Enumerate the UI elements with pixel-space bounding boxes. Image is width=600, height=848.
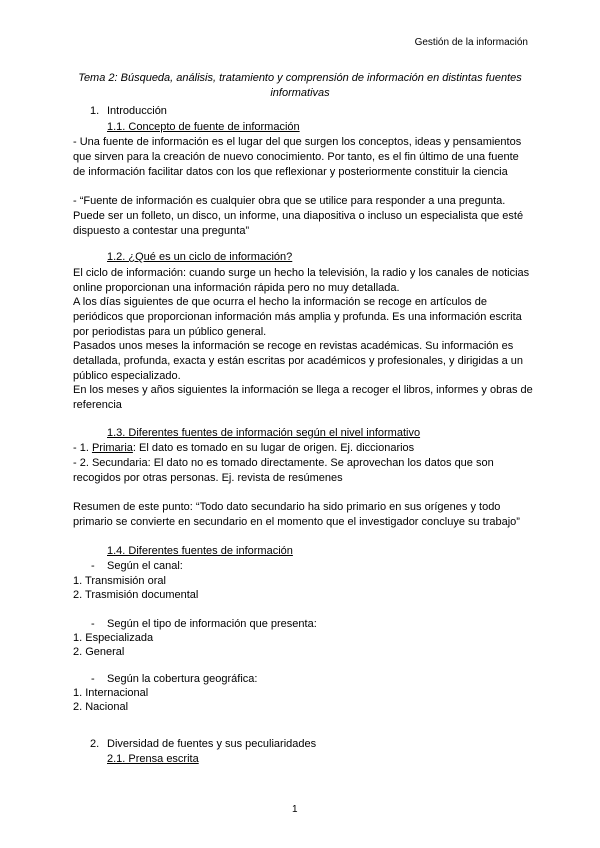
section-2-number: 2. (90, 738, 100, 750)
group-channel-item-1: 1. Transmisión oral (73, 575, 166, 587)
source-level-item-2: - 2. Secundaria: El dato no es tomado directamente. Se aprovechan los datos que son recogidos por otras personas. Ej. revista de resúmenes (73, 457, 494, 484)
group-type-item-1: 1. Especializada (73, 632, 154, 644)
section-1-number: 1. (90, 105, 100, 117)
running-header: Gestión de la información (414, 37, 528, 48)
subsection-1-2-heading: 1.2. ¿Qué es un ciclo de información? (107, 251, 293, 263)
subsection-1-2-paragraph-2: A los días siguientes de que ocurra el hecho la información se recoge en artículos de periódicos que proporcionan información más amplia y profunda. Es una información escrita por periodistas para un público general. (73, 296, 522, 338)
subsection-1-1-paragraph-2: - “Fuente de información es cualquier obra que se utilice para responder a una pregunta. Puede ser un folleto, un disco, un informe, una diapositiva o incluso un especialista que esté dispuesto a contestar una pregunta” (73, 195, 524, 237)
subsection-1-1-paragraph-1: - Una fuente de información es el lugar del que surgen los conceptos, ideas y pensamientos que sirven para la creación de nuevo conocimiento. Por tanto, es el fin último de una fuente de información facilitar datos con los que reflexionar y posteriormente constituir la ciencia (73, 136, 522, 178)
group-type-item-2: 2. General (73, 646, 125, 658)
group-channel-item-2: 2. Trasmisión documental (73, 589, 199, 601)
group-coverage-label: Según la cobertura geográfica: (107, 673, 258, 685)
item-prefix: - 1. (73, 442, 92, 454)
bullet-dash: - (91, 618, 95, 630)
subsection-1-1-heading: 1.1. Concepto de fuente de información (107, 121, 300, 133)
subsection-1-3-heading: 1.3. Diferentes fuentes de información según el nivel informativo (107, 427, 421, 439)
group-channel-label: Según el canal: (107, 560, 183, 572)
page-number: 1 (292, 804, 298, 815)
subsection-1-4-heading: 1.4. Diferentes fuentes de información (107, 545, 293, 557)
primary-term: Primaria (91, 442, 133, 454)
bullet-dash: - (91, 560, 95, 572)
group-coverage-item-2: 2. Nacional (73, 701, 129, 713)
subsection-1-2-paragraph-4: En los meses y años siguientes la información se llega a recoger el libros, informes y obras de referencia (73, 384, 533, 411)
group-type-label: Según el tipo de información que presenta: (107, 618, 317, 630)
item-text: : El dato es tomado en su lugar de origen. Ej. diccionarios (132, 442, 415, 454)
subsection-1-2-paragraph-1: El ciclo de información: cuando surge un hecho la televisión, la radio y los canales de noticias online proporcionan una información rápida pero no muy detallada. (73, 267, 530, 294)
document-title: Tema 2: Búsqueda, análisis, tratamiento y comprensión de información en distintas fuentes informativas (78, 72, 522, 99)
source-level-item-1 (73, 441, 533, 456)
section-1-heading: Introducción (107, 105, 167, 117)
subsection-1-3-summary: Resumen de este punto: “Todo dato secundario ha sido primario en sus orígenes y todo primario se convierte en secundario en el momento que el investigador concluye su trabajo” (73, 501, 520, 528)
section-2-heading: Diversidad de fuentes y sus peculiaridades (107, 738, 317, 750)
subsection-1-2-paragraph-3: Pasados unos meses la información se recoge en revistas académicas. Su información es detallada, profunda, exacta y están escritas por académicos y profesionales, y dirigidas a un público especializado. (73, 340, 524, 382)
subsection-2-1-heading: 2.1. Prensa escrita (107, 753, 199, 765)
bullet-dash: - (91, 673, 95, 685)
group-coverage-item-1: 1. Internacional (73, 687, 149, 699)
